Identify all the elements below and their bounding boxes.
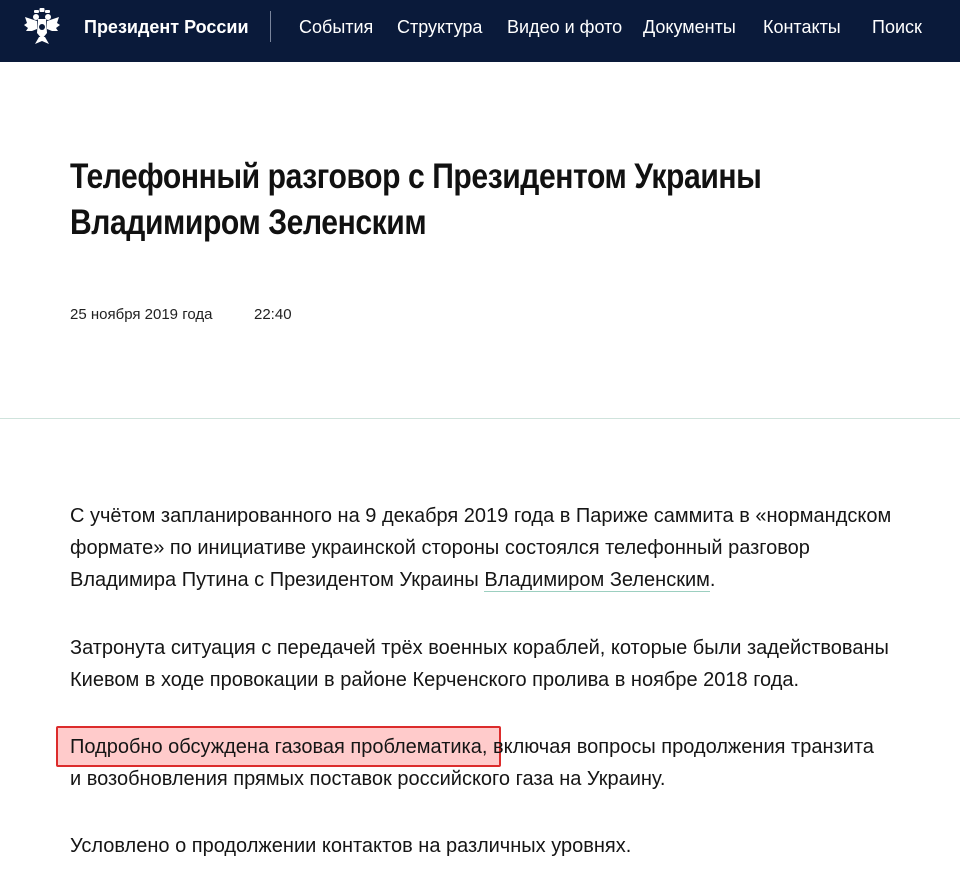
article-paragraph-2 bbox=[70, 632, 930, 696]
highlighted-text: Подробно обсуждена газовая проблематика, bbox=[70, 736, 488, 758]
nav-item-contacts[interactable]: Контакты bbox=[763, 17, 841, 37]
section-divider bbox=[0, 418, 960, 419]
paragraph-2-line-2: Киевом в ходе провокации в районе Керченского пролива в ноябре 2018 года. bbox=[70, 669, 800, 691]
page-title bbox=[70, 154, 801, 246]
paragraph-3-text: включая вопросы продолжения транзита bbox=[487, 736, 874, 758]
page-title-line-2: Владимиром Зеленским bbox=[70, 203, 427, 242]
paragraph-1-text: Владимира Путина с Президентом Украины bbox=[70, 569, 485, 591]
paragraph-3-line-1 bbox=[70, 731, 930, 763]
publication-date: 25 ноября 2019 года bbox=[70, 306, 213, 323]
paragraph-1-line-3 bbox=[70, 564, 930, 596]
nav-item-structure[interactable]: Структура bbox=[397, 17, 483, 37]
paragraph-1-line-1: С учётом запланированного на 9 декабря 2019 года в Париже саммита в «нормандском bbox=[70, 505, 892, 527]
article-paragraph-1 bbox=[70, 500, 930, 596]
paragraph-1-period: . bbox=[709, 569, 716, 591]
nav-item-search[interactable]: Поиск bbox=[872, 17, 922, 37]
nav-item-documents[interactable]: Документы bbox=[643, 17, 736, 37]
double-headed-eagle-icon[interactable] bbox=[22, 7, 62, 47]
page-title-line-1: Телефонный разговор с Президентом Украины bbox=[70, 157, 762, 196]
site-header bbox=[0, 0, 960, 62]
paragraph-4-line-1: Условлено о продолжении контактов на различных уровнях. bbox=[70, 835, 632, 857]
nav-item-video-photo[interactable]: Видео и фото bbox=[507, 17, 623, 37]
header-divider bbox=[270, 11, 271, 42]
paragraph-2-line-1: Затронута ситуация с передачей трёх военных кораблей, которые были задействованы bbox=[70, 637, 889, 659]
publication-time: 22:40 bbox=[254, 306, 292, 323]
paragraph-1-line-2: формате» по инициативе украинской стороны состоялся телефонный разговор bbox=[70, 537, 810, 559]
site-title[interactable]: Президент России bbox=[84, 17, 249, 37]
nav-item-events[interactable]: События bbox=[299, 17, 374, 37]
person-link-zelensky[interactable]: Владимиром Зеленским bbox=[484, 569, 710, 591]
article-paragraph-4 bbox=[70, 830, 930, 862]
article-paragraph-3 bbox=[70, 731, 930, 795]
paragraph-3-line-2: и возобновления прямых поставок российского газа на Украину. bbox=[70, 768, 666, 790]
